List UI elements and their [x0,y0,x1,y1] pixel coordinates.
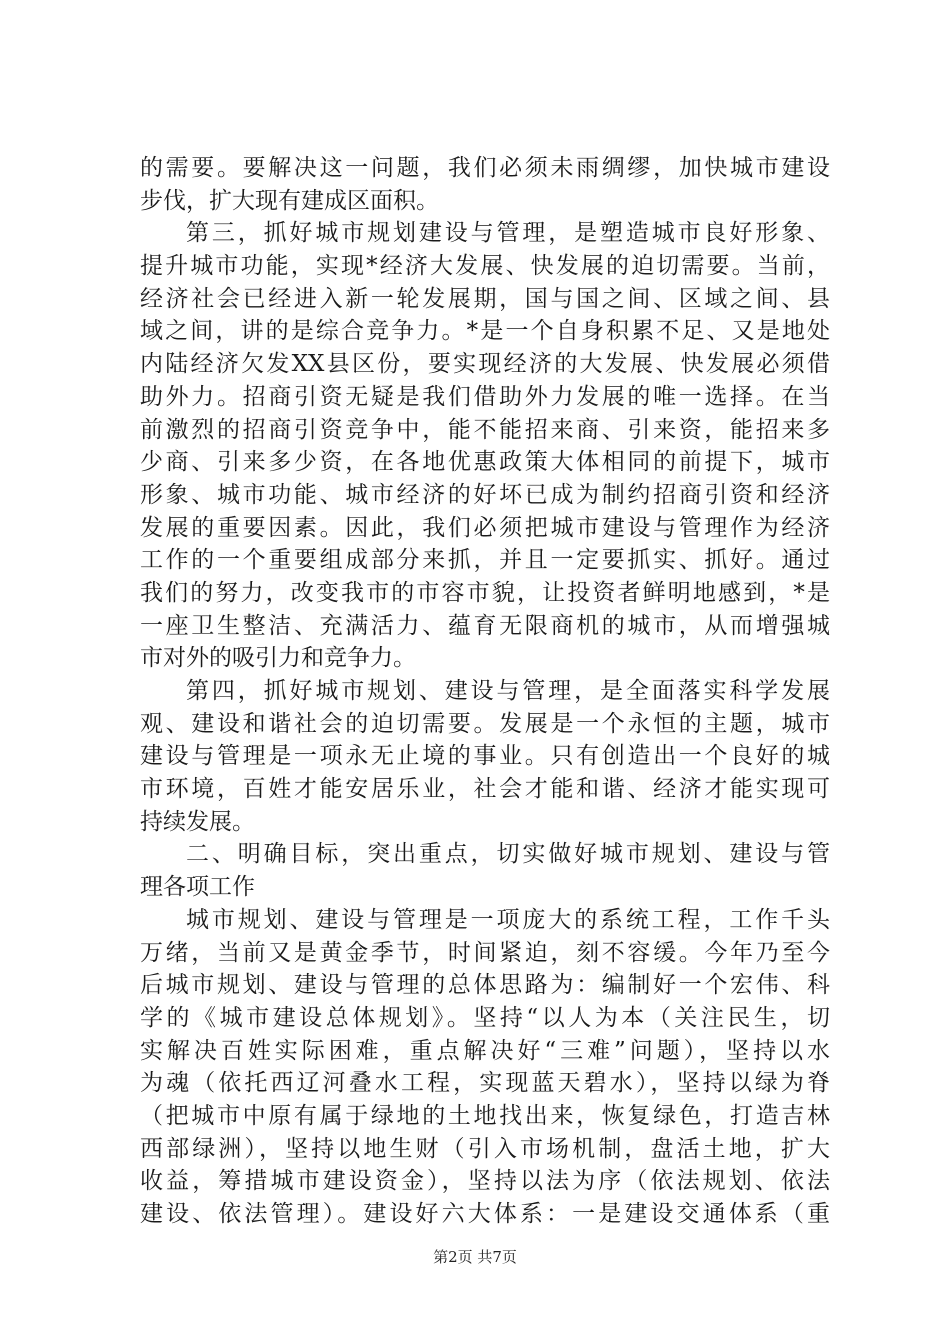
text-line: 工作的一个重要组成部分来抓，并且一定要抓实、抓好。通过 [140,547,830,574]
text-line: 观、建设和谐社会的迫切需要。发展是一个永恒的主题，城市 [140,710,830,737]
text-line: 万绪，当前又是黄金季节，时间紧迫，刻不容缓。今年乃至今 [140,939,830,966]
text-line: 理各项工作 [140,874,255,901]
document-body [140,152,830,1231]
text-line: 提升城市功能，实现*经济大发展、快发展的迫切需要。当前， [140,253,830,280]
text-line: 一座卫生整洁、充满活力、蕴育无限商机的城市，从而增强城 [140,612,830,639]
text-line: 二、明确目标，突出重点，切实做好城市规划、建设与管 [186,841,830,868]
text-line: 市对外的吸引力和竞争力。 [140,645,416,672]
text-line: 持续发展。 [140,808,255,835]
text-line: 市环境，百姓才能安居乐业，社会才能和谐、经济才能实现可 [140,776,830,803]
text-line: 内陆经济欠发XX县区份，要实现经济的大发展、快发展必须借 [140,351,830,378]
text-line: 步伐，扩大现有建成区面积。 [140,187,439,214]
text-line: 发展的重要因素。因此，我们必须把城市建设与管理作为经济 [140,514,830,541]
text-line: 第三，抓好城市规划建设与管理，是塑造城市良好形象、 [186,220,830,247]
text-line: 学的《城市建设总体规划》。坚持“以人为本（关注民生，切 [140,1004,830,1031]
text-line: 收益，筹措城市建设资金），坚持以法为序（依法规划、依法 [140,1168,830,1195]
text-line: 少商、引来多少资，在各地优惠政策大体相同的前提下，城市 [140,449,830,476]
text-line: 实解决百姓实际困难，重点解决好“三难”问题），坚持以水 [140,1037,830,1064]
text-line: 我们的努力，改变我市的市容市貌，让投资者鲜明地感到，*是 [140,579,830,606]
page-number-footer: 第2页 共7页 [433,1248,517,1266]
text-line: 域之间，讲的是综合竞争力。*是一个自身积累不足、又是地处 [140,318,830,345]
text-line: 的需要。要解决这一问题，我们必须未雨绸缪，加快城市建设 [140,155,830,181]
text-line: 建设、依法管理）。建设好六大体系：一是建设交通体系（重 [140,1201,830,1227]
text-line: 经济社会已经进入新一轮发展期，国与国之间、区域之间、县 [140,285,830,312]
text-line: 助外力。招商引资无疑是我们借助外力发展的唯一选择。在当 [140,383,830,410]
text-line: 第四，抓好城市规划、建设与管理，是全面落实科学发展 [186,678,830,704]
text-line: 西部绿洲），坚持以地生财（引入市场机制，盘活土地，扩大 [140,1135,830,1162]
text-line: （把城市中原有属于绿地的土地找出来，恢复绿色，打造吉林 [140,1102,830,1129]
text-line: 后城市规划、建设与管理的总体思路为：编制好一个宏伟、科 [140,972,830,999]
text-line: 前激烈的招商引资竞争中，能不能招来商、引来资，能招来多 [140,416,830,443]
text-line: 建设与管理是一项永无止境的事业。只有创造出一个良好的城 [140,743,830,770]
text-line: 形象、城市功能、城市经济的好坏已成为制约招商引资和经济 [140,481,830,508]
text-line: 为魂（依托西辽河叠水工程，实现蓝天碧水），坚持以绿为脊 [140,1070,830,1097]
text-line: 城市规划、建设与管理是一项庞大的系统工程，工作千头 [186,906,830,933]
